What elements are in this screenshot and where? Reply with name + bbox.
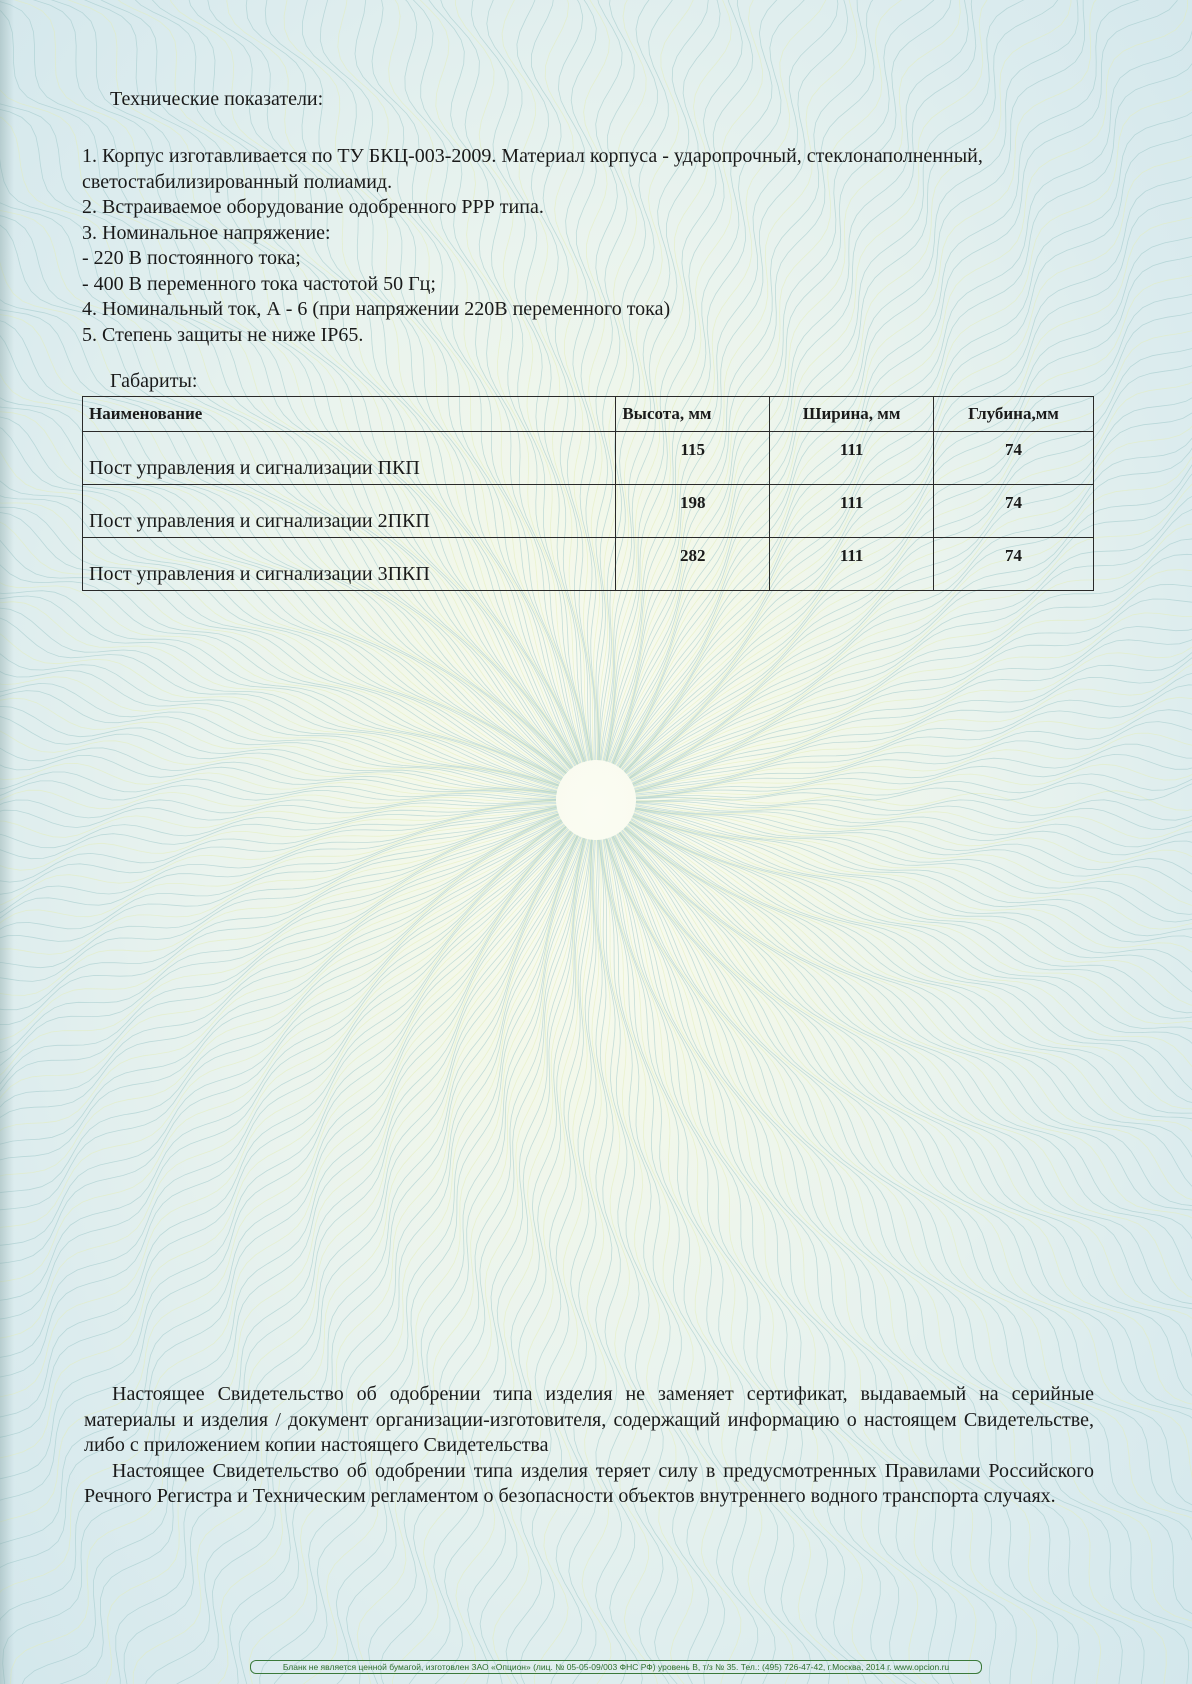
spec-item: 4. Номинальный ток, А - 6 (при напряжении 220В переменного тока): [82, 298, 671, 320]
table-row: [83, 485, 1094, 538]
spec-item: - 220 В постоянного тока;: [82, 247, 301, 269]
cell-name: Пост управления и сигнализации 2ПКП: [83, 485, 616, 538]
blank-notice-strip: Бланк не является ценной бумагой, изготовлен ЗАО «Опцион» (лиц. № 05-05-09/003 ФНС РФ) уровень В, т/з № 35. Тел.: (495) 726-47-42, г.Москва, 2014 г. www.opcion.ru: [250, 1660, 982, 1674]
spec-item: 1. Корпус изготавливается по ТУ БКЦ-003-2009. Материал корпуса - ударопрочный, стеклонаполненный, светостабилизированный полиамид.: [82, 145, 983, 193]
cell-name: Пост управления и сигнализации ПКП: [83, 432, 616, 485]
cell-name: Пост управления и сигнализации 3ПКП: [83, 538, 616, 591]
dimensions-table: [82, 396, 1094, 591]
certificate-notes: [84, 1382, 1094, 1510]
technical-specs-list: [82, 144, 1092, 348]
spec-item: 5. Степень защиты не ниже IP65.: [82, 323, 364, 346]
table-row: [83, 432, 1094, 485]
cell-height: 282: [616, 538, 770, 591]
cell-height: 198: [616, 485, 770, 538]
column-header-name: Наименование: [83, 397, 616, 432]
column-header-depth: Глубина,мм: [934, 397, 1094, 432]
table-row: [83, 538, 1094, 591]
note-paragraph: Настоящее Свидетельство об одобрении типа изделия не заменяет сертификат, выдаваемый на серийные материалы и изделия / документ организации-изготовителя, содержащий информацию о настоящем Свидетельстве, либо с приложением копии настоящего Свидетельства: [84, 1383, 1094, 1456]
table-header-row: [83, 397, 1094, 432]
column-header-width: Ширина, мм: [770, 397, 934, 432]
cell-width: 111: [770, 538, 934, 591]
section-title: Технические показатели:: [110, 88, 324, 110]
note-paragraph: Настоящее Свидетельство об одобрении типа изделия теряет силу в предусмотренных Правилами Российского Речного Регистра и Техническим регламентом о безопасности объектов внутреннего водного транспорта случаях.: [84, 1459, 1094, 1507]
cell-depth: 74: [934, 485, 1094, 538]
spec-item: 2. Встраиваемое оборудование одобренного РРР типа.: [82, 196, 544, 218]
cell-depth: 74: [934, 432, 1094, 485]
cell-height: 115: [616, 432, 770, 485]
cell-width: 111: [770, 485, 934, 538]
cell-depth: 74: [934, 538, 1094, 591]
cell-width: 111: [770, 432, 934, 485]
dimensions-label: Габариты:: [110, 370, 198, 392]
column-header-height: Высота, мм: [616, 397, 770, 432]
spec-item: - 400 В переменного тока частотой 50 Гц;: [82, 272, 436, 295]
spec-item: 3. Номинальное напряжение:: [82, 221, 331, 244]
